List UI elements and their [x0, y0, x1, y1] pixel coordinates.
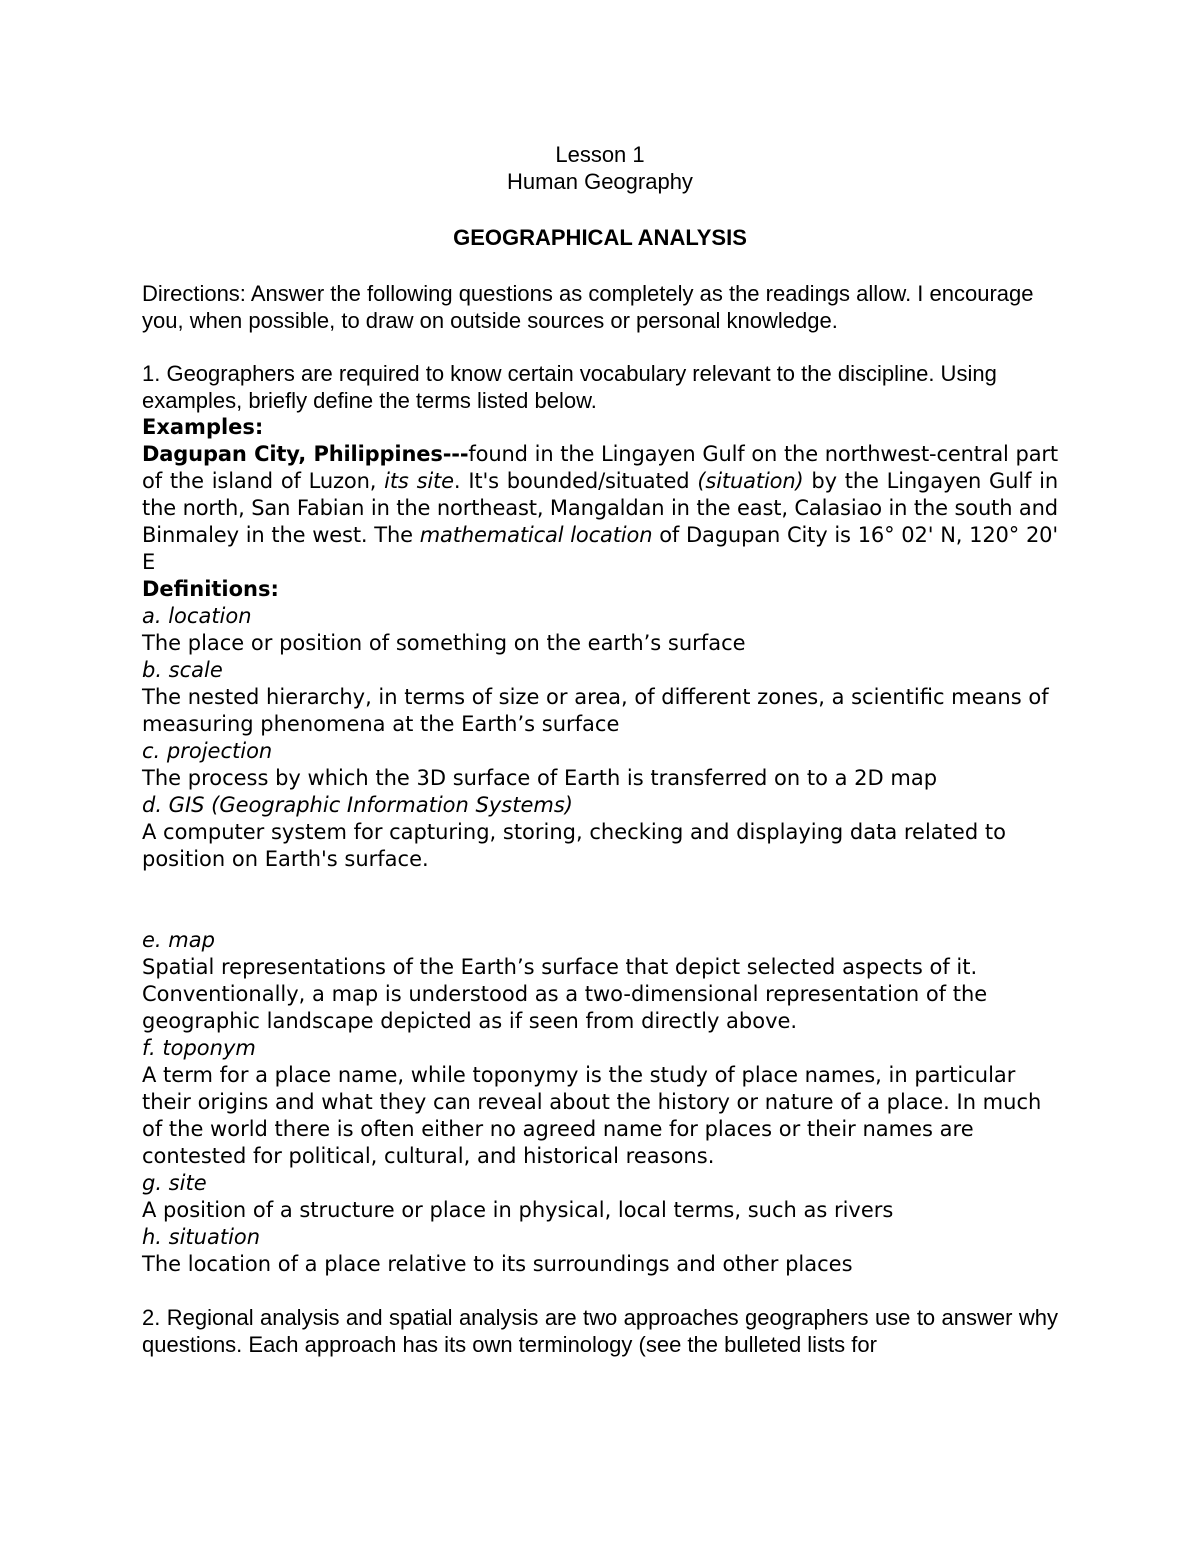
definition-text: Spatial representations of the Earth’s surface that depict selected aspects of it. Conventionally, a map is understood as a two-dimensional representation of the geographic landscape depicted as if seen from directly above.: [142, 955, 988, 1033]
question-1-text: 1. Geographers are required to know certain vocabulary relevant to the discipline. Using examples, briefly define the terms listed below.: [142, 361, 997, 413]
definition-text: A position of a structure or place in physical, local terms, such as rivers: [142, 1198, 894, 1222]
document-page: [142, 141, 1058, 1358]
question-2-text: 2. Regional analysis and spatial analysis are two approaches geographers use to answer why questions. Each approach has its own terminology (see the bulleted lists for: [142, 1305, 1058, 1357]
example-part-3: by the Lingayen Gulf in the north, San Fabian in the northeast, Mangaldan in the east, Calasiao in the south and Binmaley in the west. The: [142, 469, 1058, 547]
spacer: [142, 251, 1058, 280]
spacer: [142, 195, 1058, 224]
example-site-term: its site: [384, 469, 454, 493]
spacer: [142, 873, 1058, 927]
course-subject: Human Geography: [507, 169, 693, 194]
example-part-4: of Dagupan City is 16° 02' N, 120° 20' E: [142, 523, 1058, 574]
example-paragraph: [142, 441, 1058, 576]
definition-text: The place or position of something on the earth’s surface: [142, 631, 746, 655]
definition-term: g. site: [142, 1171, 207, 1195]
page-title: GEOGRAPHICAL ANALYSIS: [453, 225, 747, 250]
definitions-heading: Definitions:: [142, 577, 279, 601]
example-situation-term: (situation): [697, 469, 804, 493]
example-part-2: . It's bounded/situated: [453, 469, 698, 493]
spacer: [142, 334, 1058, 360]
definition-term: d. GIS (Geographic Information Systems): [142, 793, 573, 817]
definition-term: h. situation: [142, 1225, 261, 1249]
definition-text: The location of a place relative to its surroundings and other places: [142, 1252, 853, 1276]
definition-text: A computer system for capturing, storing, checking and displaying data related to position on Earth's surface.: [142, 820, 1006, 871]
definition-term: b. scale: [142, 658, 223, 682]
spacer: [142, 1278, 1058, 1304]
definition-term: f. toponym: [142, 1036, 256, 1060]
lesson-number: Lesson 1: [555, 142, 645, 167]
example-part-1: found in the Lingayen Gulf on the northwest-central part of the island of Luzon,: [142, 442, 1058, 493]
example-math-term: mathematical location: [419, 523, 653, 547]
definition-text: A term for a place name, while toponymy is the study of place names, in particular their origins and what they can reveal about the history or nature of a place. In much of the world there is often either no agreed name for places or their names are contested for political, cultural, and historical reasons.: [142, 1063, 1042, 1168]
definition-term: a. location: [142, 604, 252, 628]
definition-term: c. projection: [142, 739, 273, 763]
definition-text: The process by which the 3D surface of Earth is transferred on to a 2D map: [142, 766, 938, 790]
example-dashes: ---: [442, 442, 469, 466]
definition-text: The nested hierarchy, in terms of size or area, of different zones, a scientific means of measuring phenomena at the Earth’s surface: [142, 685, 1049, 736]
example-place: Dagupan City, Philippines: [142, 442, 443, 466]
definition-term: e. map: [142, 928, 215, 952]
examples-heading: Examples:: [142, 415, 264, 439]
directions-text: Directions: Answer the following questions as completely as the readings allow. I encourage you, when possible, to draw on outside sources or personal knowledge.: [142, 281, 1034, 333]
